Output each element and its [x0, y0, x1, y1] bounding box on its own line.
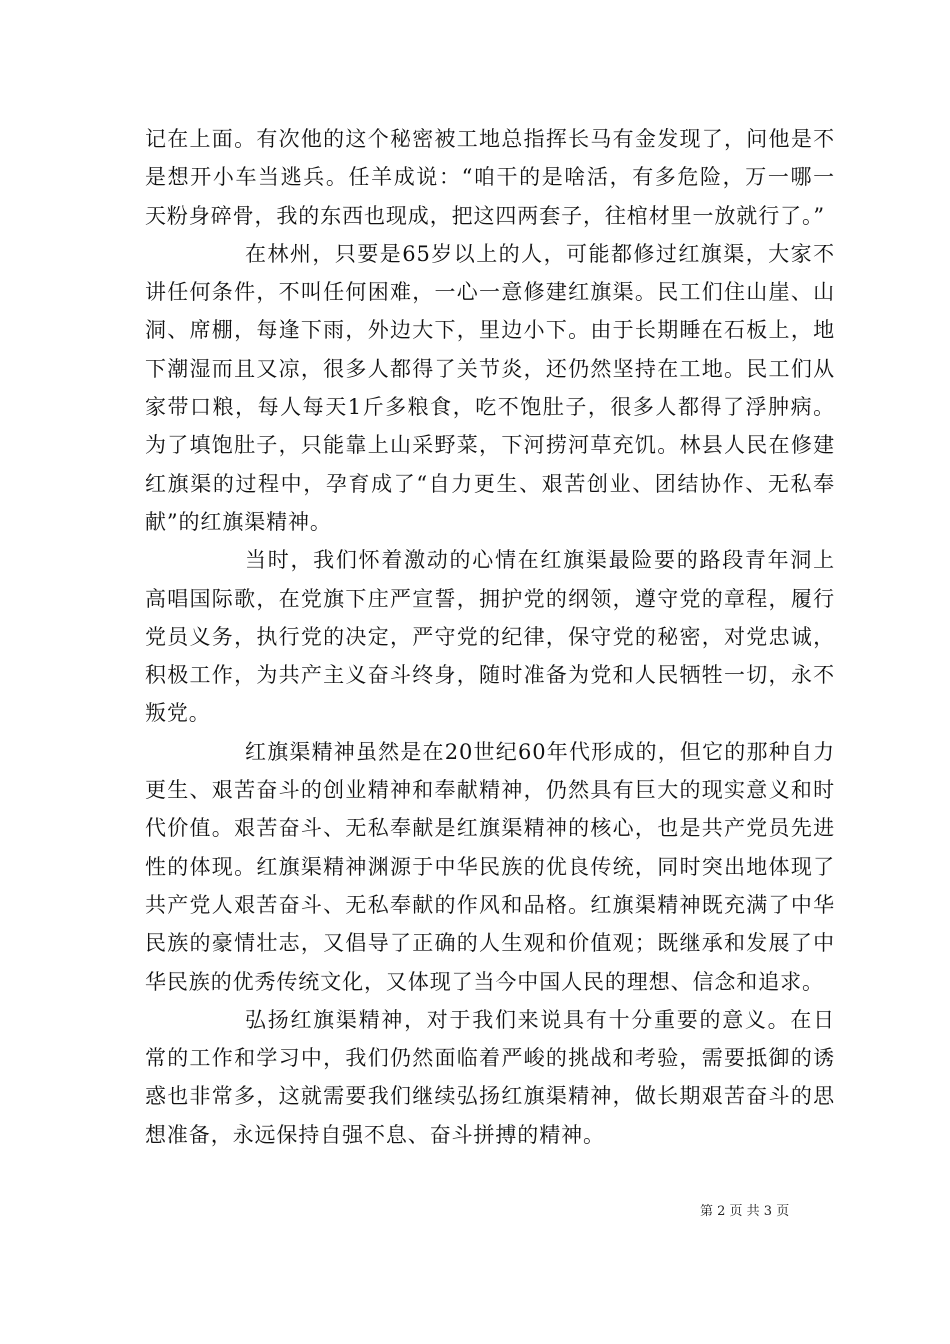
paragraph-party-oath: 当时，我们怀着激动的心情在红旗渠最险要的路段青年洞上高唱国际歌，在党旗下庄严宣誓，拥护党的纲领，遵守党的章程，履行党员义务，执行党的决定，严守党的纪律，保守党的秘密，对党忠诚，积极工作，为共产主义奋斗终身，随时准备为党和人民牺牲一切，永不叛党。 [145, 548, 835, 726]
document-body [145, 120, 835, 1154]
paragraph-continuation: 记在上面。有次他的这个秘密被工地总指挥长马有金发现了，问他是不是想开小车当逃兵。任羊成说：“咱干的是啥活，有多危险，万一哪一天粉身碎骨，我的东西也现成，把这四两套子，往棺材里一放就行了。” [145, 127, 835, 228]
paragraph-spirit-value: 红旗渠精神虽然是在20世纪60年代形成的，但它的那种自力更生、艰苦奋斗的创业精神和奉献精神，仍然具有巨大的现实意义和时代价值。艰苦奋斗、无私奉献是红旗渠精神的核心，也是共产党员先进性的体现。红旗渠精神渊源于中华民族的优良传统，同时突出地体现了共产党人艰苦奋斗、无私奉献的作风和品格。红旗渠精神既充满了中华民族的豪情壮志，又倡导了正确的人生观和价值观；既继承和发展了中华民族的优秀传统文化，又体现了当今中国人民的理想、信念和追求。 [145, 739, 835, 994]
paragraph-linzhou-workers: 在林州，只要是65岁以上的人，可能都修过红旗渠，大家不讲任何条件，不叫任何困难，一心一意修建红旗渠。民工们住山崖、山洞、席棚，每逢下雨，外边大下，里边小下。由于长期睡在石板上，地下潮湿而且又凉，很多人都得了关节炎，还仍然坚持在工地。民工们从家带口粮，每人每天1斤多粮食，吃不饱肚子，很多人都得了浮肿病。为了填饱肚子，只能靠上山采野菜，下河捞河草充饥。林县人民在修建红旗渠的过程中，孕育成了“自力更生、艰苦创业、团结协作、无私奉献”的红旗渠精神。 [145, 241, 835, 534]
paragraph-carry-forward: 弘扬红旗渠精神，对于我们来说具有十分重要的意义。在日常的工作和学习中，我们仍然面临着严峻的挑战和考验，需要抵御的诱惑也非常多，这就需要我们继续弘扬红旗渠精神，做长期艰苦奋斗的思想准备，永远保持自强不息、奋斗拼搏的精神。 [145, 1007, 835, 1147]
page-number-footer: 第 2 页 共 3 页 [700, 1204, 790, 1219]
